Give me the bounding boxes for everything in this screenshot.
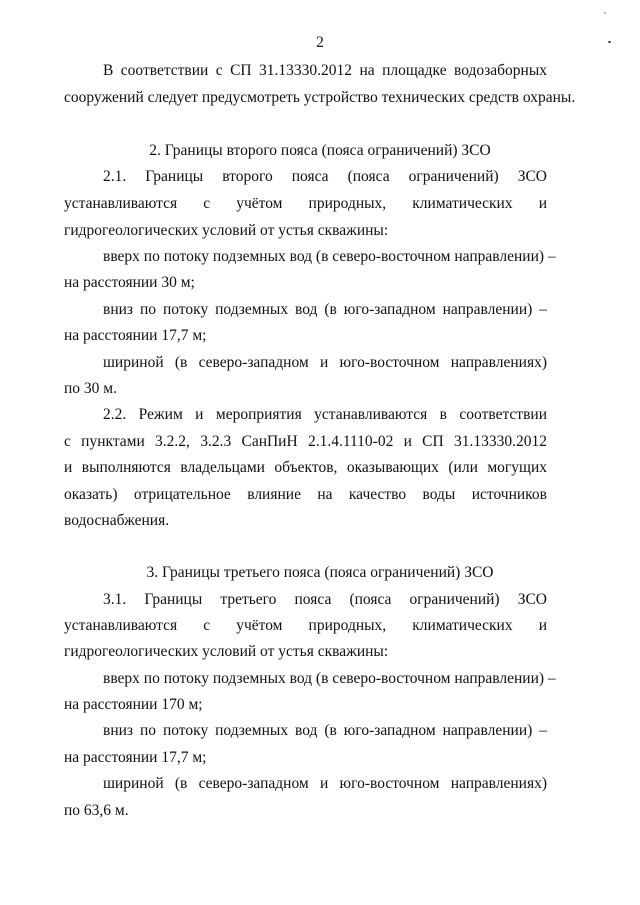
para-2-1-line-3: гидрогеологических условий от устья скважины: [64,222,389,239]
para-2-2-line-5: водоснабжения. [64,512,170,529]
s3-width-line-2: по 63,6 м. [64,802,129,819]
s3-downstream-line-1: вниз по потоку подземных вод (в юго-западном направлении) – [103,722,547,739]
intro-line-2: сооружений следует предусмотреть устройство технических средств охраны. [64,89,576,106]
s2-width-line-2: по 30 м. [64,380,117,397]
scan-speck [608,41,611,43]
para-3-1-line-2: устанавливаются с учётом природных, климатических и [64,617,547,634]
para-2-2-line-2: с пунктами 3.2.2, 3.2.3 СанПиН 2.1.4.1110-02 и СП 31.13330.2012 [64,433,547,450]
s3-upstream-line-2: на расстоянии 170 м; [64,696,203,713]
para-2-2-line-3: и выполняются владельцами объектов, оказывающих (или могущих [64,459,547,476]
s2-downstream-line-2: на расстоянии 17,7 м; [64,327,207,344]
para-2-1-line-2: устанавливаются с учётом природных, климатических и [64,195,547,212]
s3-width-line-1: шириной (в северо-западном и юго-восточном направлениях) [103,775,547,792]
s2-upstream-line-2: на расстоянии 30 м; [64,274,195,291]
para-3-1-line-1: 3.1. Границы третьего пояса (пояса ограничений) ЗСО [103,591,547,608]
para-2-2-line-1: 2.2. Режим и мероприятия устанавливаются в соответствии [103,406,547,423]
para-2-2-line-4: оказать) отрицательное влияние на качество воды источников [64,486,547,503]
s2-width-line-1: шириной (в северо-западном и юго-восточном направлениях) [103,354,547,371]
s3-upstream-line-1: вверх по потоку подземных вод (в северо-восточном направлении) – [103,670,556,687]
para-2-1-line-1: 2.1. Границы второго пояса (пояса ограничений) ЗСО [103,168,547,185]
s3-downstream-line-2: на расстоянии 17,7 м; [64,749,207,766]
section-2-heading: 2. Границы второго пояса (пояса ограничений) ЗСО [149,142,491,159]
scan-speck [604,12,606,14]
para-3-1-line-3: гидрогеологических условий от устья скважины: [64,643,389,660]
s2-downstream-line-1: вниз по потоку подземных вод (в юго-западном направлении) – [103,301,547,318]
s2-upstream-line-1: вверх по потоку подземных вод (в северо-восточном направлении) – [103,248,556,265]
page-number: 2 [316,34,324,51]
section-3-heading: 3. Границы третьего пояса (пояса ограничений) ЗСО [146,564,494,581]
intro-line-1: В соответствии с СП 31.13330.2012 на площадке водозаборных [103,62,547,79]
